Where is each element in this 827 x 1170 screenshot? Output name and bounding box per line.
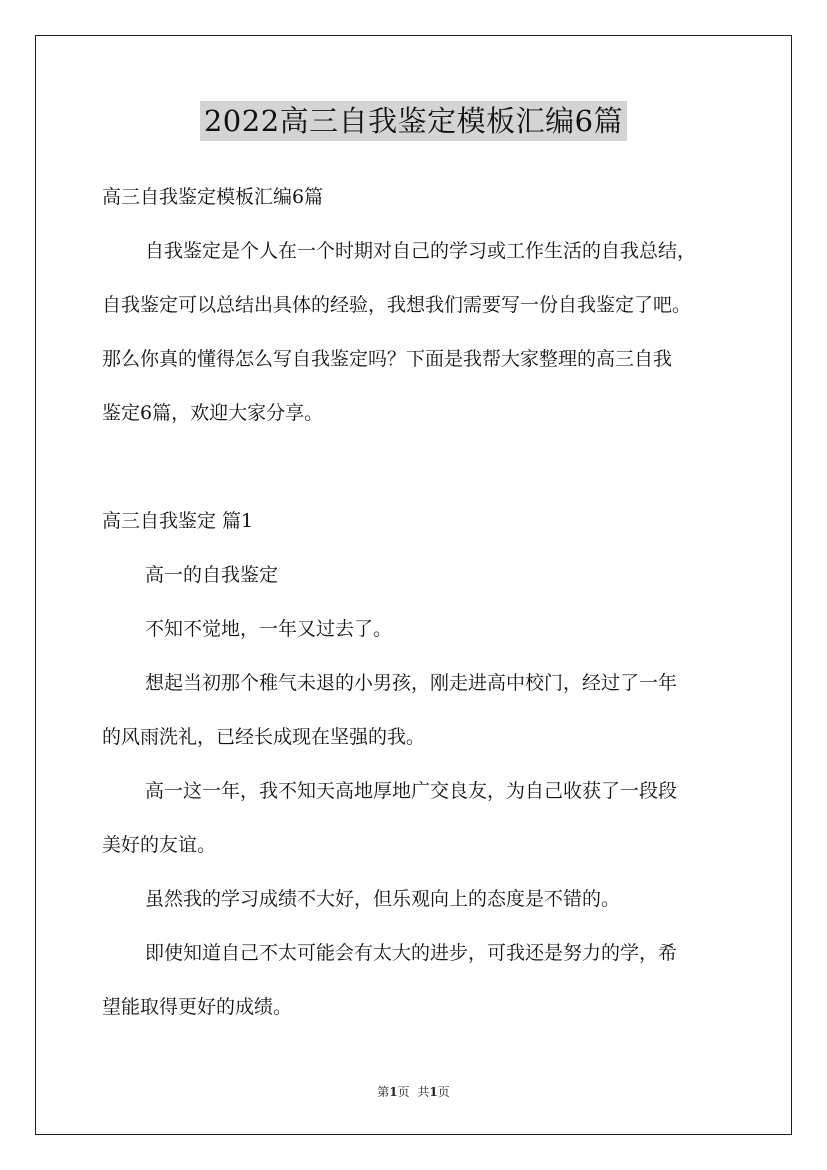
total-suffix: 页: [437, 1085, 450, 1099]
page-number: 1: [389, 1085, 398, 1099]
intro-line: 鉴定6篇，欢迎大家分享。: [102, 402, 324, 424]
total-pages: 1: [429, 1085, 438, 1099]
section-line: 不知不觉地，一年又过去了。: [145, 618, 393, 640]
section-line: 想起当初那个稚气未退的小男孩，刚走进高中校门，经过了一年: [145, 672, 678, 694]
total-prefix: 共: [417, 1085, 430, 1099]
section-line: 的风雨洗礼，已经长成现在坚强的我。: [102, 726, 426, 748]
section-line: 望能取得更好的成绩。: [102, 996, 293, 1018]
section-line: 虽然我的学习成绩不大好，但乐观向上的态度是不错的。: [145, 888, 621, 910]
document-subtitle: 高三自我鉴定模板汇编6篇: [102, 186, 324, 208]
section-heading: 高三自我鉴定 篇1: [102, 510, 254, 532]
title-container: [0, 101, 827, 141]
intro-line: 那么你真的懂得怎么写自我鉴定吗？下面是我帮大家整理的高三自我: [102, 348, 673, 370]
section-line: 即使知道自己不太可能会有太大的进步，可我还是努力的学，希: [145, 942, 678, 964]
document-body: [102, 170, 742, 1034]
intro-line: 自我鉴定可以总结出具体的经验，我想我们需要写一份自我鉴定了吧。: [102, 294, 692, 316]
section-line: 高一这一年，我不知天高地厚地广交良友，为自己收获了一段段: [145, 780, 678, 802]
document-title: 2022高三自我鉴定模板汇编6篇: [200, 101, 627, 141]
section-line: 高一的自我鉴定: [145, 564, 279, 586]
page-suffix: 页: [397, 1085, 410, 1099]
page-footer: [0, 1084, 827, 1100]
intro-line: 自我鉴定是个人在一个时期对自己的学习或工作生活的自我总结，: [145, 240, 697, 262]
section-line: 美好的友谊。: [102, 834, 217, 856]
page-prefix: 第: [377, 1085, 390, 1099]
